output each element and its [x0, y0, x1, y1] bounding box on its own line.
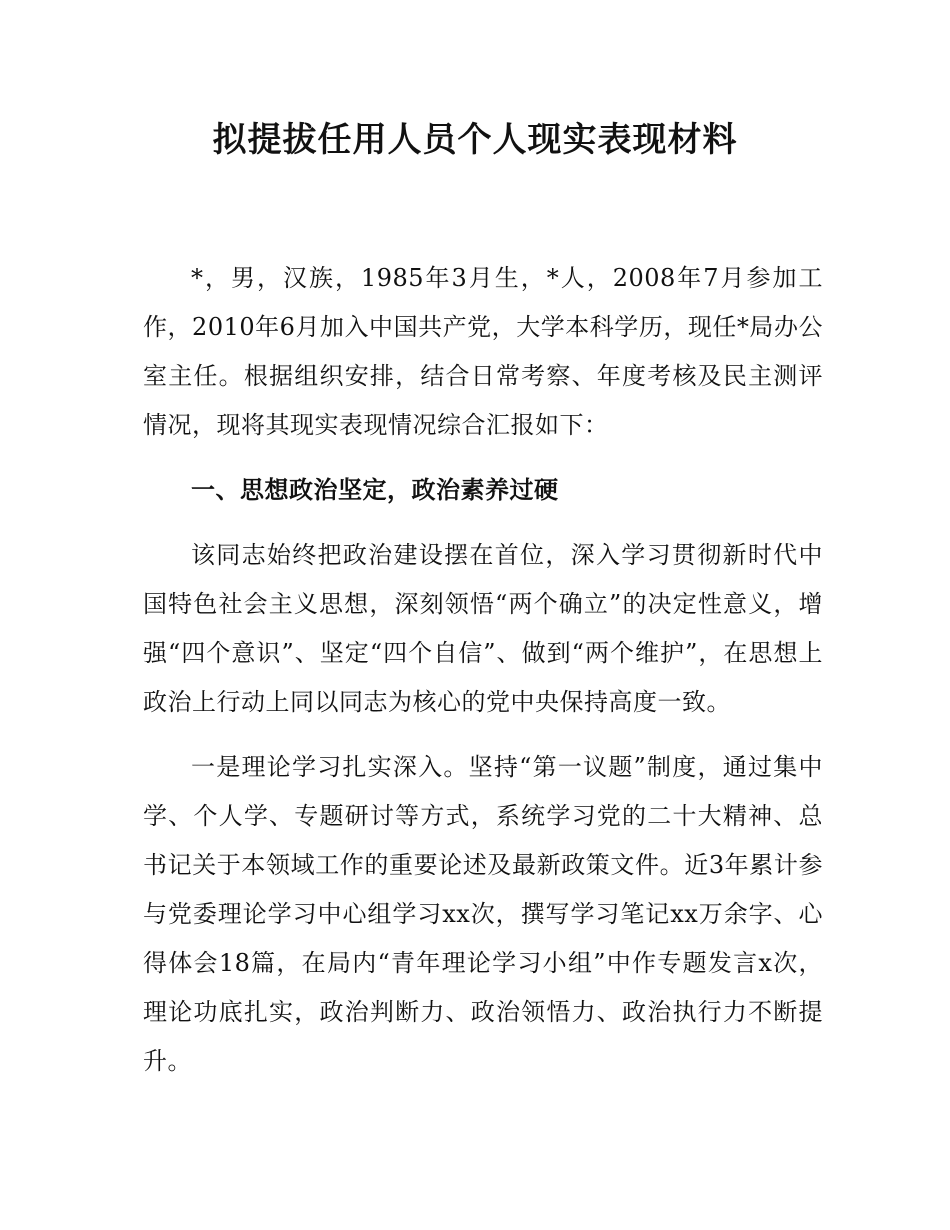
document-title: 拟提拔任用人员个人现实表现材料: [212, 120, 738, 160]
section-1-paragraph-1: 该同志始终把政治建设摆在首位，深入学习贯彻新时代中国特色社会主义思想，深刻领悟“两个确立”的决定性意义，增强“四个意识”、坚定“四个自信”、做到“两个维护”，在思想上政治上行动上同以同志为核心的党中央保持高度一致。: [143, 541, 823, 716]
intro-paragraph: *，男，汉族，1985年3月生，*人，2008年7月参加工作，2010年6月加入中国共产党，大学本科学历，现任*局办公室主任。根据组织安排，结合日常考察、年度考核及民主测评情况，现将其现实表现情况综合汇报如下：: [143, 264, 823, 439]
section-1-heading: 一、思想政治坚定，政治素养过硬: [191, 476, 559, 504]
document-body: [143, 254, 823, 1086]
section-1-paragraph-2: 一是理论学习扎实深入。坚持“第一议题”制度，通过集中学、个人学、专题研讨等方式，系统学习党的二十大精神、总书记关于本领域工作的重要论述及最新政策文件。近3年累计参与党委理论学习中心组学习xx次，撰写学习笔记xx万余字、心得体会18篇，在局内“青年理论学习小组”中作专题发言x次，理论功底扎实，政治判断力、政治领悟力、政治执行力不断提升。: [143, 753, 823, 1075]
